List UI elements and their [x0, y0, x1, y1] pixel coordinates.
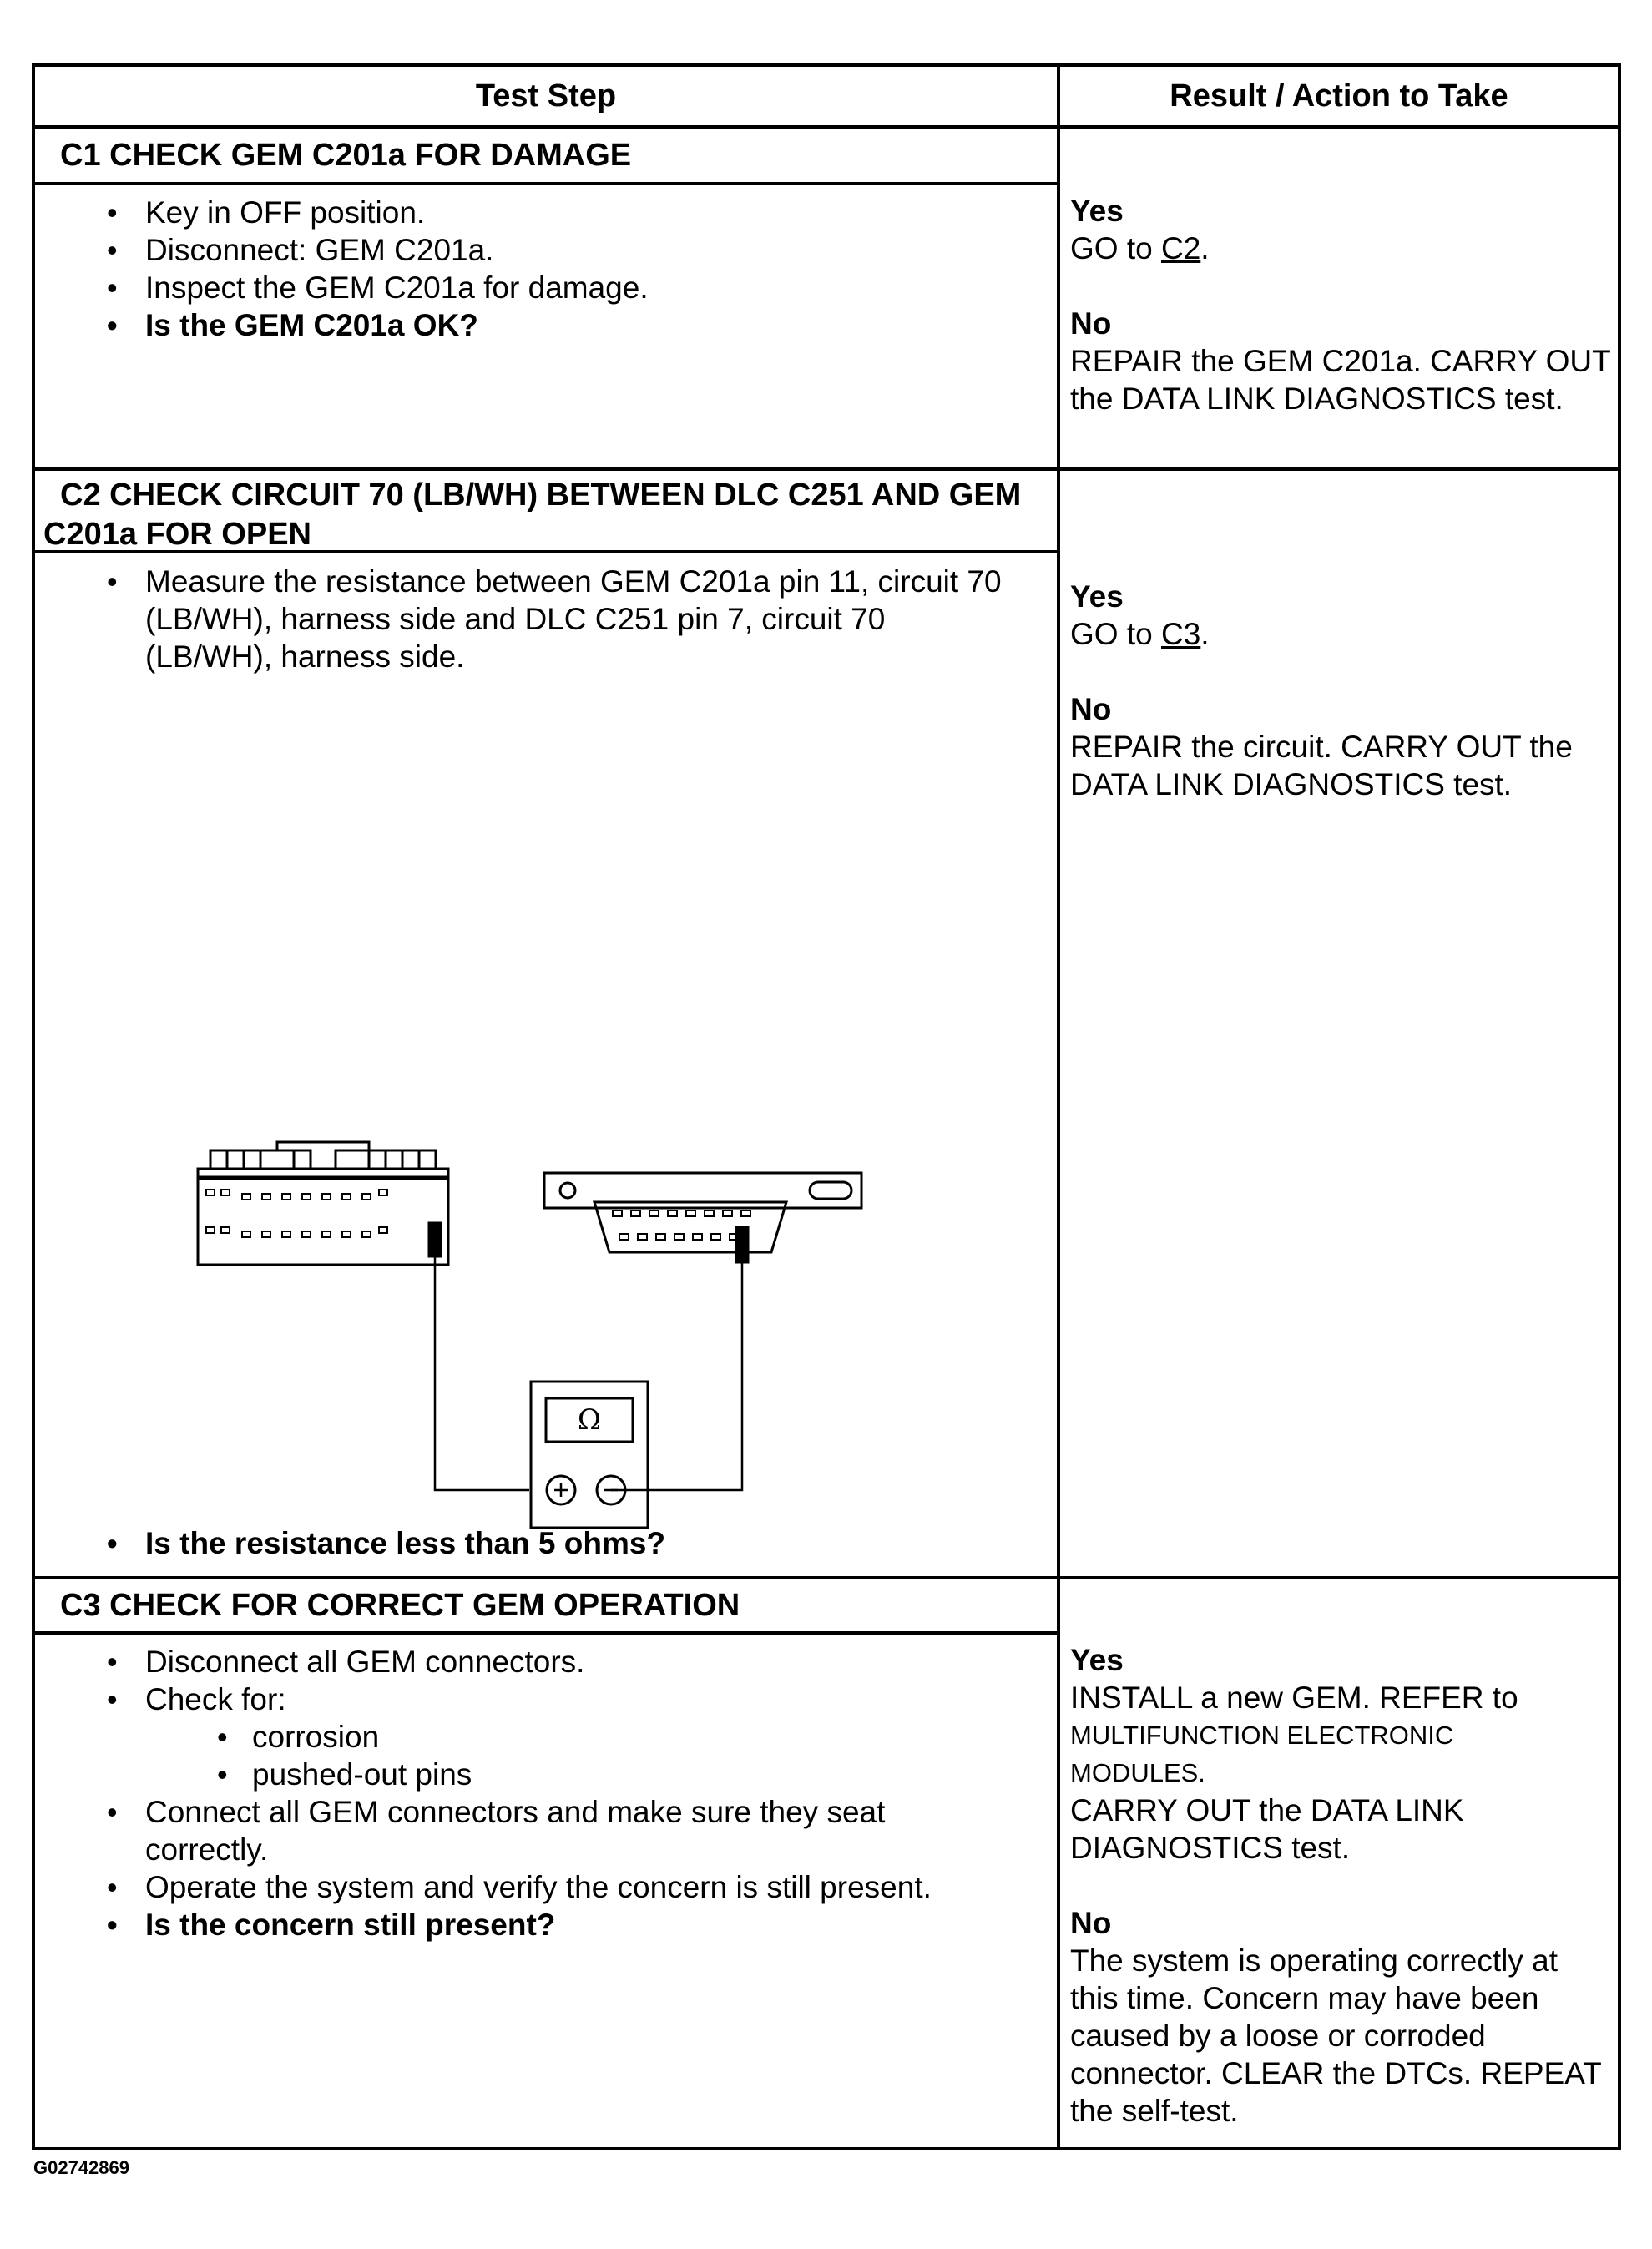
list-item: • Disconnect all GEM connectors.	[35, 1643, 1057, 1680]
no-action: The system is operating correctly at this time. Concern may have been caused by a loose or corroded connector. CLEAR the DTCs. REPEAT the self-test.	[1070, 1943, 1602, 2128]
period: .	[1200, 617, 1210, 651]
reference-link[interactable]: MODULES.	[1070, 1758, 1205, 1787]
go-to-text: GO to	[1070, 231, 1161, 265]
step-c2-question	[35, 1524, 1057, 1562]
ohm-symbol: Ω	[577, 1403, 602, 1437]
sub-list-item: • pushed-out pins	[145, 1756, 1057, 1793]
yes-action: CARRY OUT the DATA LINK DIAGNOSTICS test.	[1070, 1793, 1464, 1865]
gem-connector	[198, 1142, 448, 1265]
no-action: REPAIR the circuit. CARRY OUT the DATA LINK DIAGNOSTICS test.	[1070, 730, 1573, 801]
resistance-measurement-diagram	[160, 1110, 887, 1544]
step-c1-title: C1 CHECK GEM C201a FOR DAMAGE	[60, 138, 632, 173]
list-item-text: Check for:	[145, 1682, 286, 1716]
list-item: • Connect all GEM connectors and make sure they seat correctly.	[35, 1793, 1057, 1868]
step-c3-title: C3 CHECK FOR CORRECT GEM OPERATION	[60, 1588, 740, 1623]
heading-divider	[35, 1631, 1058, 1635]
link-c3[interactable]: C3	[1160, 617, 1201, 651]
figure-id: G02742869	[33, 2157, 129, 2178]
yes-action: INSTALL a new GEM. REFER to	[1070, 1680, 1518, 1715]
no-label: No	[1070, 306, 1112, 341]
list-item: • Key in OFF position.	[35, 194, 1057, 231]
no-label: No	[1070, 692, 1112, 726]
step-c2-body	[35, 563, 1057, 675]
list-item: • Is the resistance less than 5 ohms?	[35, 1524, 1057, 1562]
gem-probe	[429, 1223, 441, 1256]
dlc-connector	[544, 1173, 861, 1252]
step-c2-title: C2 CHECK CIRCUIT 70 (LB/WH) BETWEEN DLC C251 AND GEM C201a FOR OPEN	[43, 478, 1022, 552]
dlc-probe	[736, 1227, 748, 1262]
column-header-result: Result / Action to Take	[1170, 78, 1508, 114]
yes-action	[1070, 615, 1611, 653]
row-divider	[35, 467, 1618, 471]
heading-divider	[35, 182, 1058, 185]
diagnostic-table	[32, 63, 1621, 2150]
wire-positive	[435, 1256, 529, 1490]
period: .	[1200, 231, 1210, 265]
wire-negative	[611, 1262, 742, 1490]
go-to-text: GO to	[1070, 617, 1161, 651]
sub-list-item: • corrosion	[145, 1718, 1057, 1756]
no-label: No	[1070, 1906, 1112, 1940]
column-header-test-step: Test Step	[475, 78, 617, 114]
step-c1-body	[35, 194, 1057, 344]
list-item: • Operate the system and verify the concern is still present.	[35, 1868, 1057, 1906]
list-item: • Disconnect: GEM C201a.	[35, 231, 1057, 269]
step-c2-result	[1060, 578, 1618, 803]
list-item: • Is the concern still present?	[35, 1906, 1057, 1943]
reference-link[interactable]: MULTIFUNCTION ELECTRONIC	[1070, 1721, 1454, 1750]
list-item: • Is the GEM C201a OK?	[35, 306, 1057, 344]
yes-label: Yes	[1070, 194, 1124, 228]
list-item: • Inspect the GEM C201a for damage.	[35, 269, 1057, 306]
list-item: • Measure the resistance between GEM C201a pin 11, circuit 70 (LB/WH), harness side and DLC C251 pin 7, circuit 70 (LB/WH), harness side.	[35, 563, 1057, 675]
yes-label: Yes	[1070, 1643, 1124, 1677]
step-c3-result	[1060, 1641, 1618, 2130]
yes-label: Yes	[1070, 579, 1124, 614]
step-c1-result	[1060, 192, 1618, 417]
list-item	[35, 1680, 1057, 1793]
yes-action	[1070, 230, 1611, 267]
link-c2[interactable]: C2	[1160, 231, 1201, 265]
step-c3-body	[35, 1643, 1057, 1943]
no-action: REPAIR the GEM C201a. CARRY OUT the DATA LINK DIAGNOSTICS test.	[1070, 344, 1611, 416]
